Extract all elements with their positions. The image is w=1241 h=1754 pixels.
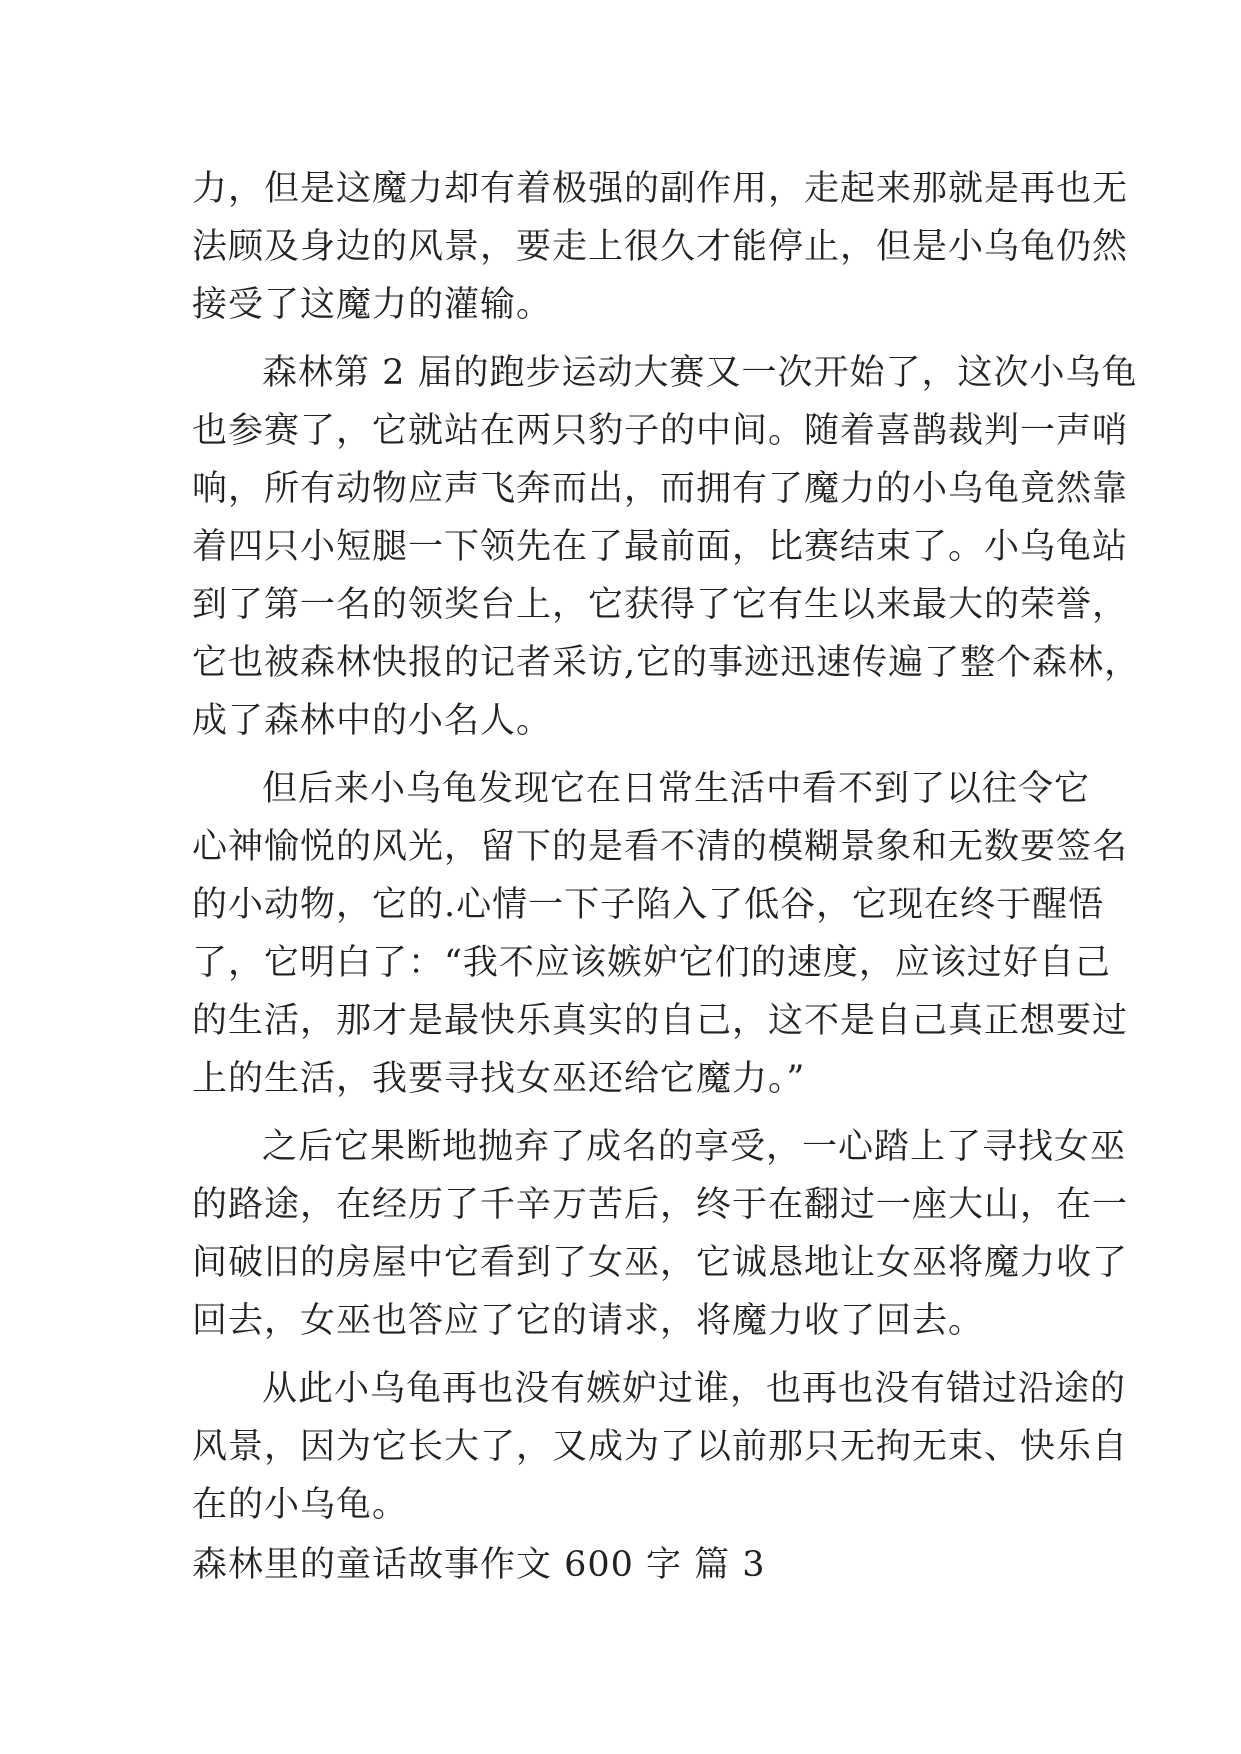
text-line: 接受了这魔力的灌输。: [192, 285, 553, 325]
text-line: 的生活，那才是最快乐真实的自己，这不是自己真正想要过: [192, 1001, 1129, 1041]
text-line: 间破旧的房屋中它看到了女巫，它诚恳地让女巫将魔力收了: [192, 1243, 1129, 1283]
paragraph-1: [192, 160, 1129, 334]
text-line: 成了森林中的小名人。: [192, 701, 553, 741]
paragraph-5: [192, 1360, 1129, 1534]
text-line: 的路途，在经历了千辛万苦后，终于在翻过一座大山，在一: [192, 1185, 1129, 1225]
article-body: [192, 160, 1141, 1594]
text-line: 但后来小乌龟发现它在日常生活中看不到了以往令它: [262, 769, 1091, 809]
text-line: 森林第 2 届的跑步运动大赛又一次开始了，这次小乌龟: [262, 353, 1138, 393]
text-line: 也参赛了，它就站在两只豹子的中间。随着喜鹊裁判一声哨: [192, 411, 1129, 451]
text-line: 从此小乌龟再也没有嫉妒过谁，也再也没有错过沿途的: [262, 1369, 1127, 1409]
text-line: 心神愉悦的风光，留下的是看不清的模糊景象和无数要签名: [192, 827, 1129, 867]
text-line: 它也被森林快报的记者采访,它的事迹迅速传遍了整个森林，: [192, 643, 1141, 683]
paragraph-3: [192, 760, 1129, 1108]
text-line: 到了第一名的领奖台上，它获得了它有生以来最大的荣誉，: [192, 585, 1129, 625]
text-line: 上的生活，我要寻找女巫还给它魔力。”: [192, 1059, 806, 1099]
paragraph-2: [192, 344, 1141, 750]
text-line: 回去，女巫也答应了它的请求，将魔力收了回去。: [192, 1301, 985, 1341]
text-line: 之后它果断地抛弃了成名的享受，一心踏上了寻找女巫: [262, 1127, 1127, 1167]
paragraph-4: [192, 1118, 1129, 1350]
text-line: 着四只小短腿一下领先在了最前面，比赛结束了。小乌龟站: [192, 527, 1129, 567]
text-line: 风景，因为它长大了，又成为了以前那只无拘无束、快乐自: [192, 1427, 1129, 1467]
section-heading: 森林里的童话故事作文 600 字 篇 3: [192, 1545, 766, 1585]
text-line: 的小动物，它的.心情一下子陷入了低谷，它现在终于醒悟: [192, 885, 1105, 925]
text-line: 力，但是这魔力却有着极强的副作用，走起来那就是再也无: [192, 169, 1129, 209]
text-line: 法顾及身边的风景，要走上很久才能停止，但是小乌龟仍然: [192, 227, 1129, 267]
text-line: 在的小乌龟。: [192, 1485, 409, 1525]
text-line: 了，它明白了：“我不应该嫉妒它们的速度，应该过好自己: [192, 943, 1111, 983]
text-line: 响，所有动物应声飞奔而出，而拥有了魔力的小乌龟竟然靠: [192, 469, 1129, 509]
